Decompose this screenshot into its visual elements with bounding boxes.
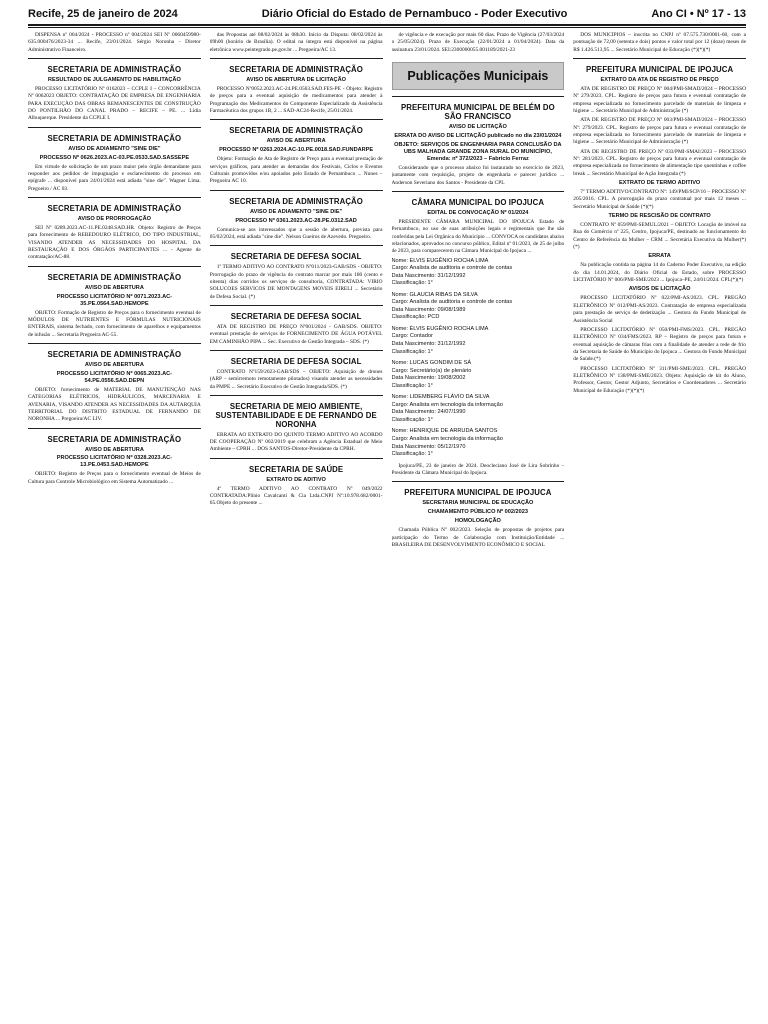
paragraph: 1º TERMO ADITIVO AO CONTRATO Nº011/2023-GAB/SDS - OBJETO: Prorrogação do prazo de vigência do contrato marcar por mais 180 (cento e oitenta) dias corridos os serviços de consultoria, CONTRATADA: VIRIO SOLUCOES SERVICOS DE MONTAGENS MOVEIS EIRELI ... Secretário de Defesa Social. (*) bbox=[209, 264, 383, 300]
header-edition: Ano CI • Nº 17 - 13 bbox=[651, 8, 746, 20]
paragraph: 4º TERMO ADITIVO AO CONTRATO Nº 049/2022 CONTRATADA:Plínio Cavalcanti & Cia Ltda.CNPJ Nº:10.978.682/0001-65.Objeto do presente ... bbox=[209, 485, 383, 507]
subheading: OBJETO: SERVIÇOS DE ENGENHARIA PARA CONCLUSÃO DA UBS MALHADA GRANDE ZONA RURAL DO MUNICÍPIO, Emenda: nº 372/2023 – Fabricio Ferraz bbox=[394, 141, 562, 162]
section-heading: PREFEITURA MUNICIPAL DE IPOJUCA bbox=[586, 65, 734, 75]
candidate-role: Cargo: Analista em tecnologia da informação bbox=[391, 401, 503, 408]
candidate-entry bbox=[392, 326, 565, 356]
subheading: CHAMAMENTO PÚBLICO Nº 002/2023 bbox=[427, 509, 528, 516]
section-heading: SECRETARIA DE ADMINISTRAÇÃO bbox=[47, 349, 182, 359]
section-heading: SECRETARIA DE ADMINISTRAÇÃO bbox=[229, 65, 363, 75]
subheading: ERRATA bbox=[648, 253, 671, 260]
section-heading: SECRETARIA DE ADMINISTRAÇÃO bbox=[229, 126, 363, 136]
candidate-entry bbox=[392, 360, 565, 390]
section-divider bbox=[28, 127, 201, 128]
subheading: AVISO DE ADIAMENTO "SINE DIE" bbox=[68, 145, 161, 152]
paragraph: PROCESSO LICITATÓRIO Nº 022/PMI-AS/2023. CPL. PREGÃO ELETRÔNICO Nº 012/PMI-AS/2023. Contratação de empresa especializada para prestação de serviço de dedetização ... Gestora do Fundo Municipal de Assistência Social bbox=[573, 295, 746, 324]
candidate-birthdate: Data Nascimento: 19/08/2002 bbox=[391, 375, 466, 382]
section-divider bbox=[210, 58, 383, 59]
subheading: PROCESSO LICITATÓRIO Nº 0328.2023.AC-13.PE.0453.SAD.HEMOPE bbox=[56, 455, 173, 469]
subheading: PROCESSO Nº 0263.2024.AC-10.PE.0018.SAD.FUNDARPE bbox=[219, 147, 374, 154]
subheading: AVISO DE ABERTURA bbox=[266, 138, 326, 145]
section-divider bbox=[28, 266, 201, 267]
paragraph: PRESIDENTE CÂMARA MUNICIPAL DO IPOJUCA Estado de Pernambuco, no uso de suas atribuições legais e regimentais que lhe são conferidas pela Lei Orgânica do Município ... CONVOCA os candidatos abaixo relacionados, aprovados no concurso público, Edital nº 01/2023, de 25 de julho de 2023, para comparecerem na Câmara Municipal do Ipojuca ... bbox=[391, 218, 565, 255]
subheading: TERMO DE RESCISÃO DE CONTRATO bbox=[608, 213, 711, 220]
paragraph: das Propostas até 08/02/2024 às 08h30. Início da Disputa: 08/02/2024 às 09h00 (horário de Brasília). O edital na íntegra está disponível na página eletrônica www.peintegrado.pe.gov.br ... Pregoeira/AC 13. bbox=[209, 32, 383, 53]
candidate-name: Nome: LIDEMBERG FLÁVIO DA SILVA bbox=[391, 394, 490, 401]
section-heading: PREFEITURA MUNICIPAL DE BELÉM DO SÃO FRANCISCO bbox=[400, 103, 555, 121]
header-title: Diário Oficial do Estado de Pernambuco - Poder Executivo bbox=[261, 8, 568, 20]
subheading: AVISO DE ADIAMENTO "SINE DIE" bbox=[250, 208, 343, 215]
column-4 bbox=[573, 32, 746, 1020]
subheading: AVISOS DE LICITAÇÃO bbox=[628, 286, 691, 293]
subheading: EDITAL DE CONVOCAÇÃO Nº 01/2024 bbox=[427, 209, 529, 216]
section-heading: SECRETARIA DE MEIO AMBIENTE, SUSTENTABILIDADE E DE FERNANDO DE NORONHA bbox=[215, 401, 377, 429]
paragraph: Chamada Pública Nº 002/2023. Seleção de propostas de projetos para participação do Termo de Colaboração com Instituição/Entidade ... BRASILEIRA DE DESENVOLVIMENTO ECONÔMICO E SOCIAL bbox=[391, 527, 565, 548]
paragraph: SEI Nº 0289.2023.AC-11.PE.0248.SAD.HR. Objeto: Registro de Preços para fornecimento de REBEDOURO ELÉTRICO, DO TIPO INDUSTRIAL, VISANDO ATENDER AS NECESSIDADES DO HOSPITAL DA RESTAURAÇÃO E DOS ÓRGÃOS PARTICIPANTES ... - Agente de contratação/AC-88. bbox=[28, 224, 201, 261]
subheading: PROCESSO LICITATÓRIO Nº 0065.2023.AC-54.PE.0556.SAD.DEPN bbox=[56, 370, 173, 384]
paragraph: ERRATA AO EXTRATO DO QUINTO TERMO ADITIVO AO ACORDO DE COOPERAÇÃO Nº 002/2019 que celebram a Agência Estadual de Meio Ambiente – CPRH ... DOS SANTOS-Diretor-Presidente da CPRH. bbox=[209, 431, 383, 453]
paragraph: de vigência e de execução por mais 60 dias. Prazo de Vigência (27/03/2024 a 25/05/2024). Prazo de Execução (22/01/2024 a 01/04/2024). Data da assinatura 23/01/2024. SEI:2300000055.001189/2021-23 bbox=[391, 32, 565, 53]
candidate-role: Cargo: Analista de auditoria e controle de contas bbox=[391, 265, 513, 272]
candidate-name: Nome: ÉLVIS EUGÊNIO ROCHA LIMA bbox=[391, 325, 489, 332]
section-heading: SECRETARIA DE DEFESA SOCIAL bbox=[230, 252, 362, 262]
candidate-name: Nome: GLAUCIA RIBAS DA SILVA bbox=[391, 291, 478, 298]
candidate-role: Cargo: Analista de auditoria e controle de contas bbox=[391, 299, 513, 306]
column-2 bbox=[210, 32, 383, 1020]
paragraph: Objeto: Formação de Ata de Registro de Preço para a eventual prestação de serviços gráficos, para atender as demandas dos Festivais, Ciclos e Eventos Culturais promovidos e/ou apoiados pelo Estado de Pernambuco ... Nunes – Pregoeira AC 10. bbox=[209, 156, 383, 185]
candidate-rank: Classificação: 1° bbox=[391, 416, 433, 423]
section-heading: SECRETARIA DE DEFESA SOCIAL bbox=[230, 311, 362, 321]
paragraph: 7º TERMO ADITIVO/CONTRATO Nº: 149/PMI/SCP/16 – PROCESSO Nº 205/2016. CPL. A prorrogação do prazo contratual por mais 12 meses ... Secretário Municipal de Saúde (*)(*) bbox=[573, 189, 746, 210]
column-3 bbox=[392, 32, 565, 1020]
paragraph: OBJETO: fornecimento de MATERIAL DE MANUTENÇÃO NAS CATEGORIAS ELÉTRICOS, HIDRÁULICOS, MARCENARIA E AVENARIA, VISANDO ATENDER AS NECESSIDADES DA AUTARQUIA TERRITORIAL DO DISTRITO ESTADUAL DE FERNANDO DE NORONHA ... Pregoeira/AC LIV. bbox=[28, 386, 201, 423]
candidate-entry bbox=[392, 428, 565, 458]
column-1 bbox=[28, 32, 201, 1020]
section-divider bbox=[28, 197, 201, 198]
paragraph: PROCESSO LICITATÓRIO Nº 0162023 – CCPLE I – CONCORRÊNCIA Nº 0062023 OBJETO: CONTRATAÇÃO DE EMPRESA DE ENGENHARIA PARA EXECUÇÃO DAS OBRAS REMANESCENTES DE CONSTRUÇÃO DO PONTILHÃO DO CANAL PRADO – RECIFE – PE. ... Lídia Albuquerque. Presidente da CCPLE I. bbox=[28, 85, 201, 122]
paragraph: DOS MUNICÍPIOS – inscrita no CNPJ nº 07.575.730/0001-60, com a pontuação de 72,00 (setenta e dois) pontos e valor total por 12 (doze) meses de R$ 1.426.513,95 ... Secretário Municipal de Educação (*)(*)(*) bbox=[573, 32, 746, 53]
section-divider bbox=[28, 428, 201, 429]
candidate-role: Cargo: Secretário(a) de plenário bbox=[391, 367, 472, 374]
candidate-rank: Classificação: 1° bbox=[391, 451, 433, 458]
page-columns bbox=[28, 32, 746, 1020]
candidate-name: Nome: HENRIQUE DE ARRUDA SANTOS bbox=[391, 428, 498, 435]
subheading: ERRATA DO AVISO DE LICITAÇÃO publicado no dia 23/01/2024 bbox=[394, 132, 562, 139]
section-heading: SECRETARIA DE ADMINISTRAÇÃO bbox=[47, 272, 182, 282]
subheading: PROCESSO Nº 0626.2023.AC-03.PE.0533.SAD.SASSEPE bbox=[39, 154, 190, 161]
section-divider bbox=[28, 58, 201, 59]
paragraph: Comunica-se aos interessados que a sessão de abertura, prevista para 05/02/2024, está adiada "sine die". Nelson Gueiros de Azevedo. Pregoeiro. bbox=[209, 226, 383, 240]
page-header bbox=[28, 6, 746, 22]
paragraph: ATA DE REGISTRO DE PREÇO Nº 004/PMI-SMAD/2024 – PROCESSO Nº 279/2023. CPL. Registro de preços para futura e eventual contratação de empresa especializada no fornecimento parcelado de materiais de limpeza e higiene ... Secretário Municipal de Administração (*) bbox=[573, 85, 746, 114]
section-heading: CÂMARA MUNICIPAL DO IPOJUCA bbox=[411, 197, 545, 207]
subheading: AVISO DE LICITAÇÃO bbox=[448, 123, 507, 130]
candidate-entry bbox=[392, 394, 565, 424]
paragraph: Na publicação contida na página 14 do Caderno Poder Executivo, na edição do dia 14.01.2024, do Diário Oficial do Estado, sobre PROCESSO LICITATÓRIO Nº 006/PMI-SME/2023 ... Ipojuca–PE, 24/01/2024. CPL(*)(*) bbox=[573, 262, 746, 284]
section-divider bbox=[392, 96, 565, 97]
subheading: HOMOLOGAÇÃO bbox=[454, 518, 501, 525]
subheading: PROCESSO Nº 0361.2023.AC-28.PE.0312.SAD bbox=[235, 217, 357, 224]
candidate-rank: Classificação: 1° bbox=[391, 280, 433, 287]
paragraph: CONTRATO Nº 059/PMI-SEMUL/2021 – OBJETO: Locação de imóvel na Rua do Comércio nº 225, Centro, Ipojuca/PE, destinado ao funcionamento do Centro de Referência da Mulher – CRM ... Secretária Executiva da Mulher(*)(*) bbox=[573, 222, 746, 251]
section-heading: SECRETARIA DE SAÚDE bbox=[249, 464, 344, 474]
section-heading: SECRETARIA DE ADMINISTRAÇÃO bbox=[47, 133, 182, 143]
paragraph: ATA DE REGISTRO DE PREÇO Nº001/2024 - GAB/SDS. OBJETO: eventual prestação de serviços de FORNECIMENTO DE ÁGUA POTÁVEL EM CAMINHÃO PIPA ... Sec. Executivo de Gestão Integrada – SDS. (*) bbox=[209, 323, 383, 345]
subheading: AVISO DE ABERTURA DE LICITAÇÃO bbox=[246, 76, 346, 83]
paragraph: Considerando que o processo abaixo foi instaurado no exercício de 2023, juntamente com requisição, projeto de engenharia e parecer jurídico ... Anderson Severiano dos Santos - Presidente da CPL bbox=[391, 164, 565, 186]
section-divider bbox=[210, 119, 383, 120]
subheading: RESULTADO DE JULGAMENTO DE HABILITAÇÃO bbox=[47, 76, 181, 83]
paragraph: CONTRATO Nº159/2023-GAB/SDS – OBJETO: Aquisição de drones (ARP – semirremoto remotamente pilotados) visando atender as necessidades da PMPE ... Secretário Executivo de Gestão Integrada/SDS. (*) bbox=[209, 368, 383, 390]
section-divider bbox=[392, 481, 565, 482]
section-heading: PREFEITURA MUNICIPAL DE IPOJUCA bbox=[404, 488, 552, 498]
candidate-birthdate: Data Nascimento: 31/12/1992 bbox=[391, 341, 466, 348]
section-divider bbox=[210, 190, 383, 191]
header-date: Recife, 25 de janeiro de 2024 bbox=[28, 8, 178, 20]
candidate-role: Cargo: Contador bbox=[391, 333, 433, 340]
section-heading: SECRETARIA DE ADMINISTRAÇÃO bbox=[47, 65, 182, 75]
candidate-rank: Classificação: 1° bbox=[391, 348, 433, 355]
section-divider bbox=[392, 191, 565, 192]
section-heading: SECRETARIA DE DEFESA SOCIAL bbox=[230, 356, 362, 366]
candidate-rank: Classificação: 1° bbox=[391, 382, 433, 389]
section-divider bbox=[210, 458, 383, 459]
paragraph: PROCESSO Nº0052.2023.AC-24.PE.0563.SAD.FES-PE - Objeto: Registro de preços para a eventual aquisição de medicamentos para atender à Programação dos Medicamentos do Componente Especializado da Assistência Farmacêutica dos grupos 1B, 2 ... SAD-AC24-Recife, 25/01/2024. bbox=[209, 85, 383, 114]
paragraph: PROCESSO LICITATÓRIO Nº 311/PMI-SME/2023. CPL. PREGÃO ELETRÔNICO Nº 138/PMI-SME/2023. Objeto: Aquisição de kit do Aluno, Professor, Gestor, Gestor Adjunto, Secretários e Coordenadores ... Secretário Municipal de Educação (*)(*)(*) bbox=[573, 365, 746, 394]
subheading: AVISO DE PRORROGAÇÃO bbox=[77, 215, 151, 222]
section-divider bbox=[210, 395, 383, 396]
section-divider bbox=[210, 305, 383, 306]
subheading: EXTRATO DE TERMO ADITIVO bbox=[618, 180, 701, 187]
candidate-birthdate: Data Nascimento: 05/12/1970 bbox=[391, 443, 466, 450]
section-divider bbox=[573, 58, 746, 59]
section-divider bbox=[210, 245, 383, 246]
section-divider bbox=[28, 343, 201, 344]
paragraph: PROCESSO LICITATÓRIO Nº 050/PMI-FMS/2023. CPL. PREGÃO ELETRÔNICO Nº 034/FMS/2023. RP – Registro de preços para futura e eventual aquisição de câmaras frias com a finalidade de atender a rede de frio da Secretaria de Saúde do Município do Ipojuca ... Gestora do Fundo Municipal de Saúde.(*) bbox=[573, 326, 746, 363]
candidate-rank: Classificação: PCD bbox=[391, 314, 440, 321]
candidate-birthdate: Data Nascimento: 09/08/1989 bbox=[391, 306, 466, 313]
candidate-birthdate: Data Nascimento: 24/07/1990 bbox=[391, 409, 466, 416]
candidate-entry bbox=[392, 258, 565, 288]
paragraph: Em virtude de solicitação de um prazo maior pelo órgão demandante para responder aos pedidos de impugnação e esclarecimento do processo em epígrafe ... disponível para 24/01/2024 está adiada "sine die". Wagner Lima. Pregoeiro / AC 03. bbox=[28, 163, 201, 192]
subheading: PROCESSO LICITATÓRIO Nº 0071.2023.AC-35.PE.0564.SAD.HEMOPE bbox=[56, 293, 173, 307]
candidate-birthdate: Data Nascimento: 31/12/1992 bbox=[391, 272, 466, 279]
subheading: SECRETARIA MUNICIPAL DE EDUCAÇÃO bbox=[422, 500, 534, 507]
paragraph: Ipojuca/PE, 23 de janeiro de 2024. Deocleciano José de Lira Sobrinho – Presidente da Câmara Municipal do Ipojuca. bbox=[391, 462, 565, 477]
paragraph: ATA DE REGISTRO DE PREÇO Nº 003/PMI-SMAD/2024 – PROCESSO Nº: 279/2023. CPL. Registro de preços para futura e eventual contratação de empresa especializada no fornecimento parcelado de materiais de limpeza e higiene ... Secretário Municipal de Administração (*) bbox=[573, 117, 746, 146]
section-heading: SECRETARIA DE ADMINISTRAÇÃO bbox=[229, 196, 363, 206]
header-rule-thin bbox=[28, 27, 746, 28]
subheading: AVISO DE ABERTURA bbox=[84, 284, 144, 291]
header-rule bbox=[28, 24, 746, 26]
paragraph: OBJETO: Formação de Registro de Preços para o fornecimento eventual de MÓDULOS DE NUTRIENTES E FÓRMULAS NUTRICIONAIS ENTERAIS, sistema fechado, com fornecimento de aparelhos e equipamentos de infusão ... Secretaria Pregoeira AC-55. bbox=[28, 309, 201, 338]
municipal-banner: Publicações Municipais bbox=[392, 62, 565, 90]
subheading: EXTRATO DA ATA DE REGISTRO DE PREÇO bbox=[600, 76, 719, 83]
subheading: AVISO DE ABERTURA bbox=[84, 446, 144, 453]
candidate-role: Cargo: Analista em tecnologia da informação bbox=[391, 436, 503, 443]
subheading: AVISO DE ABERTURA bbox=[84, 361, 144, 368]
paragraph: OBJETO: Registro de Preços para o fornecimento eventual de Meios de Cultura para Controle Microbiológico em Sistema Automatizado ... bbox=[28, 471, 201, 485]
candidate-name: Nome: LUCAS GONDIM DE SÁ bbox=[391, 360, 472, 367]
paragraph: DISPENSA nº 004/2024 - PROCESSO nº 004/2024 SEI Nº 0060459980-635.000476/2023-34 ... Recife, 23/01/2024. Sérgio Noronha - Diretor Administrativo Financeiro. bbox=[28, 32, 201, 53]
paragraph: ATA DE REGISTRO DE PREÇO Nº 033/PMI-SMAI/2023 – PROCESSO Nº: 281/2023. CPL. Registro de preços para futura e eventual contratação de empresa especializada no fornecimento de alimentação tipo quentinhas e coffee break ... Secretário Municipal de Ação Integrada (*) bbox=[573, 148, 746, 177]
section-divider bbox=[210, 350, 383, 351]
section-heading: SECRETARIA DE ADMINISTRAÇÃO bbox=[47, 434, 182, 444]
section-heading: SECRETARIA DE ADMINISTRAÇÃO bbox=[47, 203, 182, 213]
candidate-entry bbox=[392, 292, 565, 322]
subheading: EXTRATO DE ADITIVO bbox=[266, 476, 326, 483]
candidate-name: Nome: ELVIS EUGÊNIO ROCHA LIMA bbox=[391, 257, 489, 264]
